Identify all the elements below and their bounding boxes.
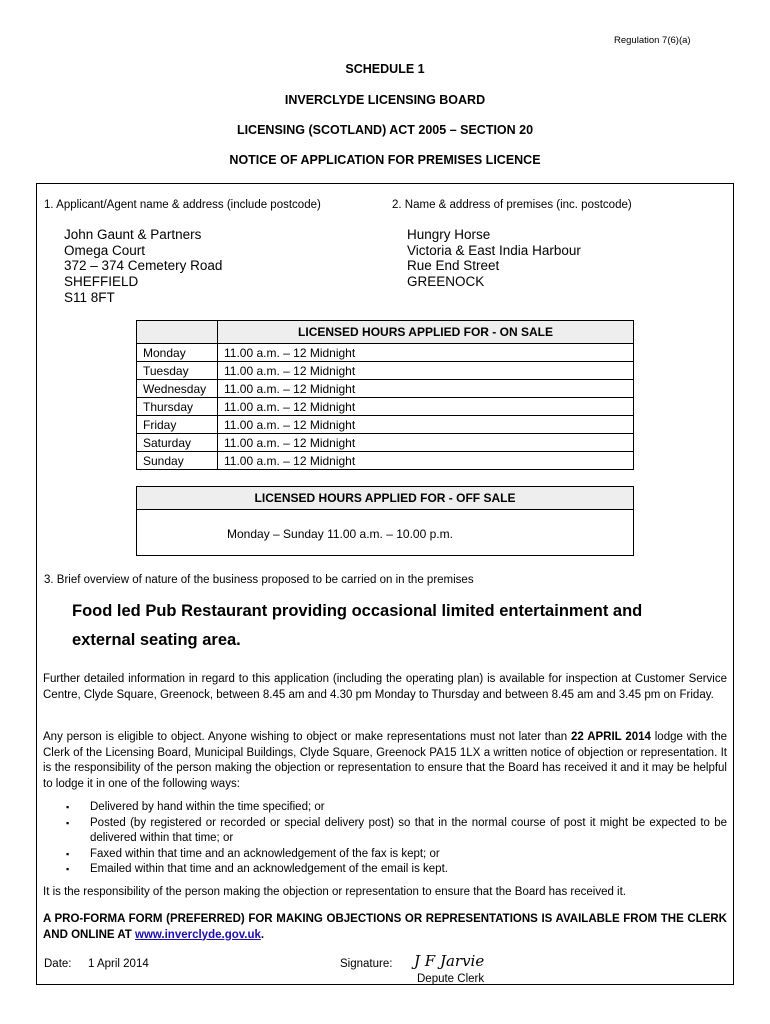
table-row xyxy=(137,380,634,398)
notice-heading: NOTICE OF APPLICATION FOR PREMISES LICENCE xyxy=(229,153,541,167)
address-line: Omega Court xyxy=(64,242,146,258)
date-label: Date: xyxy=(44,958,72,970)
hours-cell: 11.00 a.m. – 12 Midnight xyxy=(218,362,634,380)
day-cell: Tuesday xyxy=(137,362,218,380)
address-line: SHEFFIELD xyxy=(64,274,139,290)
regulation-reference: Regulation 7(6)(a) xyxy=(614,35,691,46)
further-information: Further detailed information in regard to this application (including the operating plan) is available for inspection at Customer Service Centre, Clyde Square, Greenock, between 8.45 am and 4.30 pm Monday to Thursday and between 8.45 am and 3.45 pm on Friday. xyxy=(43,673,727,701)
hours-cell: 11.00 a.m. – 12 Midnight xyxy=(218,398,634,416)
on-sale-title: LICENSED HOURS APPLIED FOR - ON SALE xyxy=(218,321,634,344)
day-cell: Friday xyxy=(137,416,218,434)
bullet-icon: ▪ xyxy=(66,817,70,828)
signatory-role: Depute Clerk xyxy=(417,973,485,985)
list-item xyxy=(60,816,727,847)
list-item xyxy=(60,800,727,816)
table-row xyxy=(137,398,634,416)
table-row xyxy=(137,416,634,434)
list-item-text: Delivered by hand within the time specified; or xyxy=(90,801,325,813)
table-row xyxy=(137,434,634,452)
signature: J F Jarvie xyxy=(414,952,485,970)
applicant-label: 1. Applicant/Agent name & address (include postcode) xyxy=(44,199,321,211)
hours-cell: 11.00 a.m. – 12 Midnight xyxy=(218,344,634,362)
hours-cell: 11.00 a.m. – 12 Midnight xyxy=(218,416,634,434)
premises-label: 2. Name & address of premises (inc. postcode) xyxy=(392,199,632,211)
off-sale-hours: Monday – Sunday 11.00 a.m. – 10.00 p.m. xyxy=(227,527,453,541)
premises-address xyxy=(407,227,581,290)
address-line: 372 – 374 Cemetery Road xyxy=(64,258,223,274)
list-item-text: Emailed within that time and an acknowledgement of the email is kept. xyxy=(90,863,448,875)
applicant-address xyxy=(64,227,222,306)
table-row xyxy=(137,362,634,380)
list-item-text: Faxed within that time and an acknowledgement of the fax is kept; or xyxy=(90,847,440,860)
objection-text-start: Any person is eligible to object. Anyone wishing to object or make representations must not later than xyxy=(43,731,571,743)
responsibility-statement: It is the responsibility of the person making the objection or representation to ensure that the Board has received it. xyxy=(43,886,627,898)
header-blank-cell xyxy=(137,321,218,344)
overview-label: 3. Brief overview of nature of the business proposed to be carried on in the premises xyxy=(44,574,474,586)
bullet-icon: ▪ xyxy=(66,802,70,812)
inverclyde-website-link[interactable]: www.inverclyde.gov.uk xyxy=(135,928,261,941)
address-line: John Gaunt & Partners xyxy=(64,227,202,242)
day-cell: Wednesday xyxy=(137,380,218,398)
list-item-text: Posted (by registered or recorded or special delivery post) so that in the normal course of post it might be expected to be delivered within that time; or xyxy=(90,816,727,844)
overview-text-line-2: external seating area. xyxy=(72,631,241,649)
hours-cell: 11.00 a.m. – 12 Midnight xyxy=(218,380,634,398)
address-line: Hungry Horse xyxy=(407,227,491,242)
day-cell: Monday xyxy=(137,344,218,362)
address-line: Victoria & East India Harbour xyxy=(407,242,581,258)
list-item xyxy=(60,847,727,863)
day-cell: Saturday xyxy=(137,434,218,452)
off-sale-box xyxy=(136,486,634,556)
address-line: S11 8FT xyxy=(64,289,115,305)
address-line: GREENOCK xyxy=(407,274,485,290)
signature-label: Signature: xyxy=(340,958,393,970)
hours-cell: 11.00 a.m. – 12 Midnight xyxy=(218,452,634,470)
board-heading: INVERCLYDE LICENSING BOARD xyxy=(284,93,486,107)
address-line: Rue End Street xyxy=(407,258,500,274)
objection-text-end: lodge with the Clerk of the Licensing Board, Municipal Buildings, Clyde Square, Greenock PA15 1LX a written notice of objection or representation. It is the responsibility of the person making the objection or representation to ensure that the Board has received it and it may be helpful to lodge it in one of the following ways: xyxy=(43,731,727,790)
objection-deadline: 22 APRIL 2014 xyxy=(571,731,651,743)
table-row xyxy=(137,452,634,470)
lodging-methods-list xyxy=(60,800,727,878)
hours-cell: 11.00 a.m. – 12 Midnight xyxy=(218,434,634,452)
pro-forma-text: A PRO-FORMA FORM (PREFERRED) FOR MAKING OBJECTIONS OR REPRESENTATIONS IS AVAILABLE FROM THE CLERK AND ONLINE AT xyxy=(43,913,727,941)
date-value: 1 April 2014 xyxy=(88,958,149,970)
bullet-icon: ▪ xyxy=(66,848,70,859)
list-item xyxy=(60,862,727,878)
bullet-icon: ▪ xyxy=(66,864,70,874)
pro-forma-notice xyxy=(43,912,727,943)
pro-forma-end: . xyxy=(260,928,265,941)
table-row xyxy=(137,344,634,362)
objection-paragraph xyxy=(43,730,727,792)
act-heading: LICENSING (SCOTLAND) ACT 2005 – SECTION 20 xyxy=(236,123,534,137)
off-sale-title: LICENSED HOURS APPLIED FOR - OFF SALE xyxy=(137,487,633,510)
day-cell: Thursday xyxy=(137,398,218,416)
day-cell: Sunday xyxy=(137,452,218,470)
on-sale-table xyxy=(136,320,634,470)
schedule-heading: SCHEDULE 1 xyxy=(345,62,425,76)
overview-text-line-1: Food led Pub Restaurant providing occasional limited entertainment and xyxy=(72,602,643,620)
